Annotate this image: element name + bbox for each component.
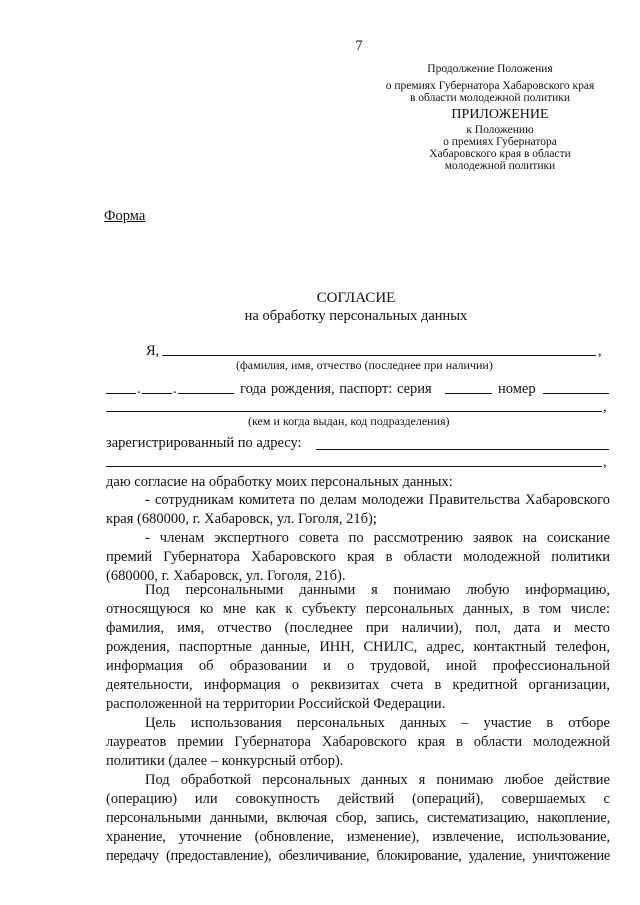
personal-data-line: информация об образовании и о трудовой, иной профессиональной <box>106 658 610 674</box>
passport-issued-caption: (кем и когда выдан, код подразделения) <box>248 414 450 428</box>
appendix-line: к Положению <box>466 124 534 136</box>
comma: , <box>603 454 607 470</box>
document-subtitle: на обработку персональных данных <box>244 308 468 324</box>
document-title: СОГЛАСИЕ <box>316 290 396 306</box>
full-name-caption: (фамилия, имя, отчество (последнее при наличии) <box>236 358 493 372</box>
item2-line: премий Губернатора Хабаровского края в области молодежной политики <box>106 549 610 565</box>
header-regulation-line1: о премиях Губернатора Хабаровского края <box>385 80 595 92</box>
full-name-line[interactable] <box>162 355 596 356</box>
purpose-line: политики (далее – конкурсный отбор). <box>106 753 344 769</box>
passport-series-line[interactable] <box>445 393 492 394</box>
dot: . <box>137 381 141 397</box>
header-continuation: Продолжение Положения <box>427 63 553 75</box>
purpose-line: лауреатов премии Губернатора Хабаровского края в области молодежной <box>106 734 610 750</box>
personal-data-line: расположенной на территории Российской Федерации. <box>106 696 446 712</box>
i-label: Я, <box>146 343 160 359</box>
form-label: Форма <box>104 208 146 224</box>
header-regulation-line2: в области молодежной политики <box>409 92 571 104</box>
comma: , <box>598 343 602 359</box>
personal-data-line: фамилия, имя, отчество (последнее при наличии), пол, дата и место <box>106 620 610 636</box>
passport-number-line[interactable] <box>543 393 609 394</box>
item2-line: - членам экспертного совета по рассмотрению заявок на соискание <box>145 530 610 546</box>
address-line-1[interactable] <box>316 449 609 450</box>
birth-passport-label: года рождения, паспорт: серия <box>240 381 432 397</box>
item1-line: - сотрудникам комитета по делам молодежи Правительства Хабаровского <box>145 492 610 508</box>
appendix-line: молодежной политики <box>444 160 556 172</box>
item2-line: (680000, г. Хабаровск, ул. Гоголя, 21б). <box>106 568 346 584</box>
processing-line: Под обработкой персональных данных я понимаю любое действие <box>145 772 610 788</box>
dot: . <box>173 381 177 397</box>
birth-month-line[interactable] <box>142 393 172 394</box>
appendix-line: Хабаровского края в области <box>429 148 571 160</box>
purpose-line: Цель использования персональных данных – участие в отборе <box>145 715 610 731</box>
passport-number-label: номер <box>498 381 536 397</box>
address-line-2[interactable] <box>106 466 602 467</box>
birth-year-line[interactable] <box>178 393 234 394</box>
address-label: зарегистрированный по адресу: <box>106 435 302 451</box>
comma: , <box>603 399 607 415</box>
personal-data-line: рождения, паспортные данные, ИНН, СНИЛС, адрес, контактный телефон, <box>106 639 610 655</box>
personal-data-line: Под персональными данными я понимаю любую информацию, <box>145 582 610 598</box>
personal-data-line: относящуюся ко мне как к субъекту персональных данных, в том числе: <box>106 601 610 617</box>
item1-line: края (680000, г. Хабаровск, ул. Гоголя, 21б); <box>106 511 377 527</box>
birth-day-line[interactable] <box>106 393 136 394</box>
consent-intro: даю согласие на обработку моих персональных данных: <box>106 474 453 490</box>
appendix-title: ПРИЛОЖЕНИЕ <box>451 107 549 122</box>
page-number: 7 <box>355 38 363 54</box>
appendix-line: о премиях Губернатора <box>443 136 557 148</box>
passport-issued-line[interactable] <box>106 411 602 412</box>
processing-line: (операцию) или совокупность действий (операций), совершаемых с <box>106 791 610 807</box>
processing-line: передачу (предоставление), обезличивание, блокирование, удаление, уничтожение <box>106 848 610 864</box>
processing-line: хранение, уточнение (обновление, изменение), извлечение, использование, <box>106 829 610 845</box>
personal-data-line: деятельности, информация о реквизитах счета в кредитной организации, <box>106 677 610 693</box>
processing-line: персональными данными, включая сбор, запись, систематизацию, накопление, <box>106 810 610 826</box>
